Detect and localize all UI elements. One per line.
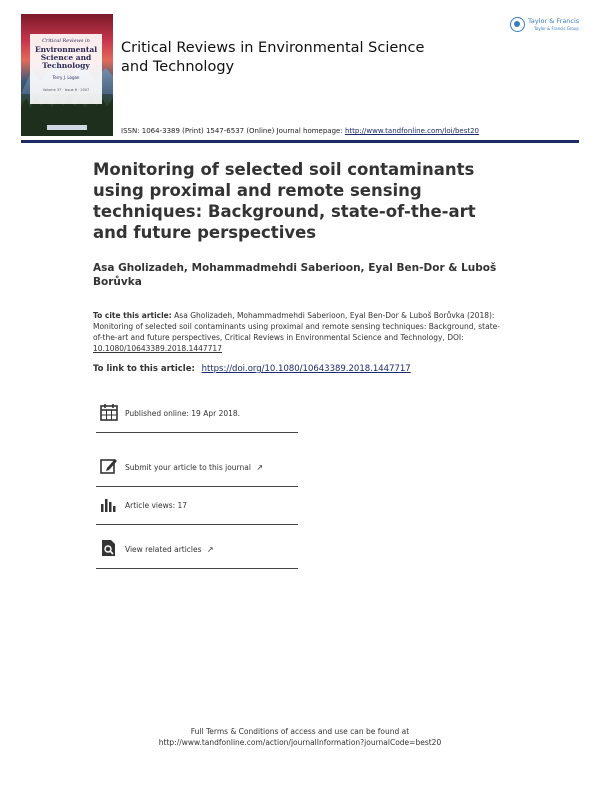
article-authors: Asa Gholizadeh, Mohammadmehdi Saberioon, Eyal Ben-Dor & Luboš Borůvka [93,262,497,288]
cover-logo-strip [47,125,87,130]
cover-title-panel [30,34,102,104]
journal-homepage-link[interactable]: http://www.tandfonline.com/loi/best20 [344,127,479,135]
citation-label: To cite this article: [93,311,172,320]
footer-terms-text: Full Terms & Conditions of access and use can be found at [190,727,410,736]
citation-block [93,310,503,354]
journal-title: Critical Reviews in Environmental Science and Technology [121,40,425,75]
views-row [96,486,298,525]
submit-article-label: Submit your article to this journal [125,463,251,472]
submit-article-link[interactable] [125,463,263,472]
issn-text: ISSN: 1064-3389 (Print) 1547-6537 (Online) Journal homepage: [121,127,343,135]
cover-main-title: Environmental Science and Technology [34,45,98,70]
related-articles-link[interactable] [125,545,214,554]
edit-icon [100,457,118,475]
issn-line [121,127,479,135]
citation-doi-link[interactable]: 10.1080/10643389.2018.1447717 [93,344,222,353]
submit-row[interactable] [96,448,298,487]
publisher-subtitle: Taylor & Francis Group [534,26,579,31]
external-link-icon: ↗ [256,463,264,472]
citation-text: Asa Gholizadeh, Mohammadmehdi Saberioon, Eyal Ben-Dor & Luboš Borůvka (2018): Monitoring of selected soil contaminants using proximal and remote sensing techniques: Background, state-of-the-art and future perspectives, Critical Reviews in Environmental Science and Technology, DOI: [93,311,500,342]
article-title: Monitoring of selected soil contaminants using proximal and remote sensing techniques: Background, state-of-the-art and future perspectives [93,160,476,242]
header-divider [21,140,579,143]
published-row [96,394,298,433]
publisher-logo-icon [510,17,525,32]
calendar-icon [100,403,118,421]
cover-editor: Terry J. Logan [52,75,80,80]
article-views: Article views: 17 [125,501,188,510]
related-articles-icon [100,539,118,557]
cover-top-text: Critical Reviews in [42,38,90,44]
related-articles-label: View related articles [125,545,202,554]
journal-cover-image [21,14,113,136]
published-date: Published online: 19 Apr 2018. [125,409,241,418]
footer-terms-link[interactable]: http://www.tandfonline.com/action/journalInformation?journalCode=best20 [158,738,442,747]
related-row[interactable] [96,530,298,569]
publisher-logo[interactable] [510,16,585,38]
bar-chart-icon [100,495,118,513]
article-link-label: To link to this article: [93,364,195,374]
article-link-line [93,364,513,375]
external-link-icon: ↗ [206,545,214,554]
cover-volume: Volume 37 · Issue 6 · 2007 [42,88,90,92]
article-doi-link[interactable]: https://doi.org/10.1080/10643389.2018.1447717 [201,364,411,374]
publisher-name: Taylor & Francis [528,17,580,25]
footer [0,726,600,748]
